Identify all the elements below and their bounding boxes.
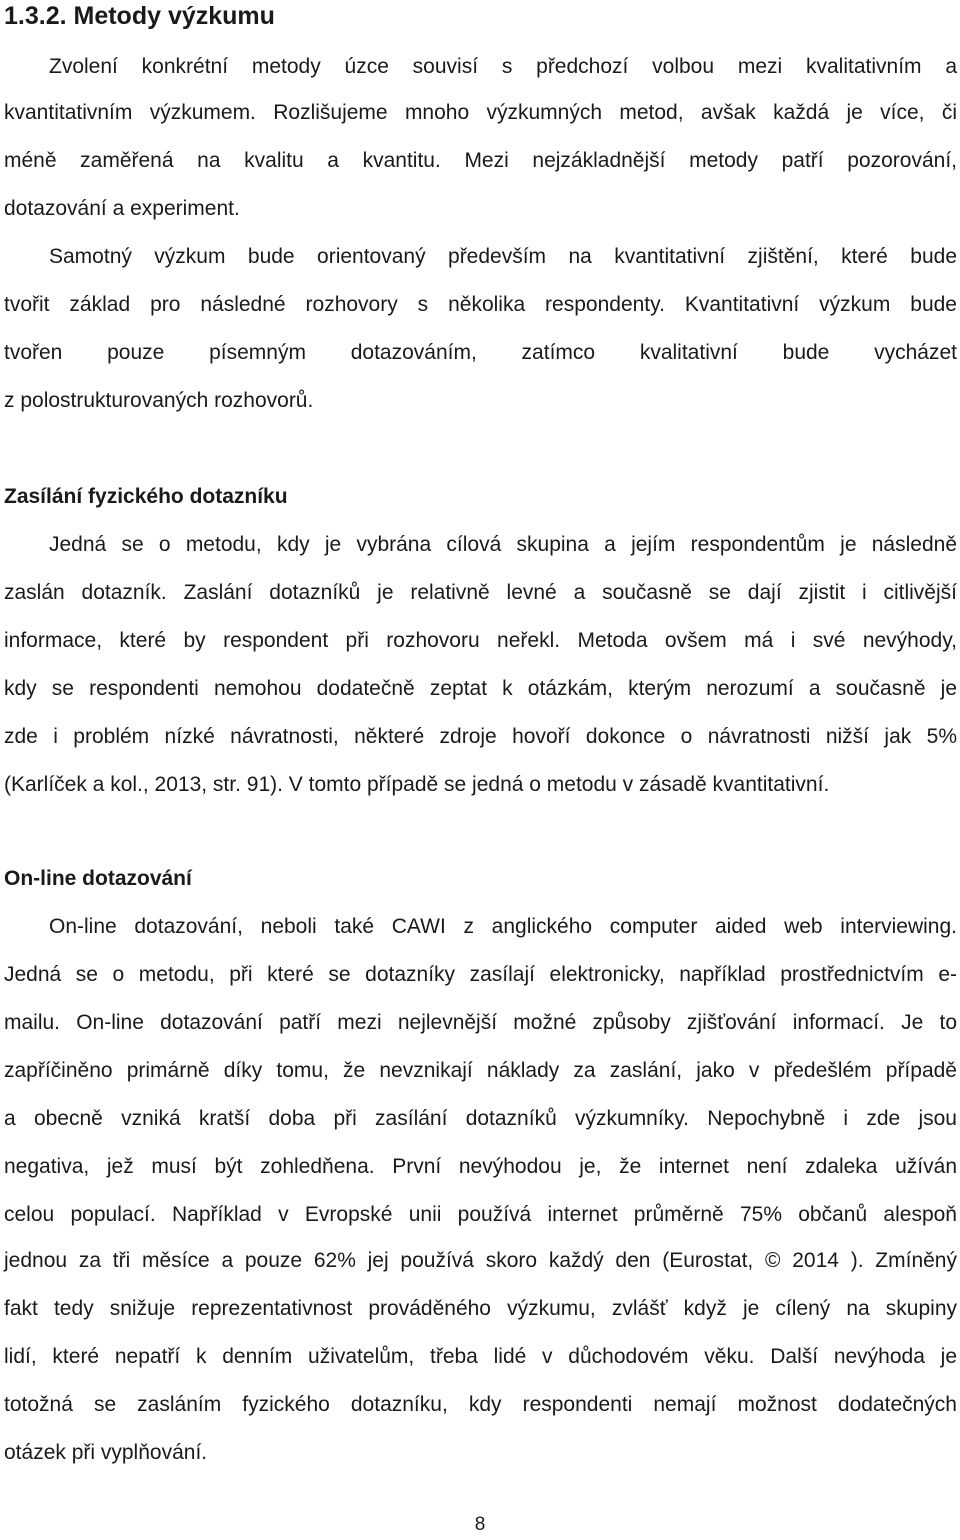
- paragraph-line: z polostrukturovaných rozhovorů.: [4, 389, 314, 412]
- paragraph-line: kvantitativním výzkumem. Rozlišujeme mnoho výzkumných metod, avšak každá je více, či: [4, 101, 957, 124]
- paragraph-line: a obecně vzniká kratší doba při zasílání dotazníků výzkumníky. Nepochybně i zde jsou: [4, 1107, 957, 1130]
- paragraph-line: tvořen pouze písemným dotazováním, zatímco kvalitativní bude vycházet: [4, 341, 957, 364]
- paragraph-line: zde i problém nízké návratnosti, některé zdroje hovoří dokonce o návratnosti nižší jak 5%: [4, 725, 957, 748]
- paragraph-line: On-line dotazování, neboli také CAWI z anglického computer aided web interviewing.: [49, 915, 957, 938]
- paragraph-line: jednou za tři měsíce a pouze 62% jej používá skoro každý den (Eurostat, © 2014 ). Zmíněný: [4, 1249, 957, 1272]
- subsection-heading-online: On-line dotazování: [4, 867, 192, 890]
- paragraph-line: zaslán dotazník. Zaslání dotazníků je relativně levné a současně se dají zjistit i citlivější: [4, 581, 957, 604]
- paragraph-line: tvořit základ pro následné rozhovory s několika respondenty. Kvantitativní výzkum bude: [4, 293, 957, 316]
- paragraph-line: zapříčiněno primárně díky tomu, že nevznikají náklady za zaslání, jako v předešlém případě: [4, 1059, 957, 1082]
- paragraph-line: otázek při vyplňování.: [4, 1441, 208, 1464]
- page-number: 8: [474, 1514, 486, 1535]
- paragraph-line: celou populací. Například v Evropské unii používá internet průměrně 75% občanů alespoň: [4, 1203, 957, 1226]
- paragraph-line: fakt tedy snižuje reprezentativnost prováděného výzkumu, zvlášť když je cílený na skupiny: [4, 1297, 957, 1320]
- paragraph-line: informace, které by respondent při rozhovoru neřekl. Metoda ovšem má i své nevýhody,: [4, 629, 957, 652]
- paragraph-line: totožná se zasláním fyzického dotazníku, kdy respondenti nemají možnost dodatečných: [4, 1393, 957, 1416]
- paragraph-line: negativa, jež musí být zohledňena. První nevýhodou je, že internet není zdaleka užíván: [4, 1155, 957, 1178]
- paragraph-line: (Karlíček a kol., 2013, str. 91). V tomto případě se jedná o metodu v zásadě kvantitativní.: [4, 773, 830, 796]
- paragraph-line: Jedná se o metodu, při které se dotazníky zasílají elektronicky, například prostřednictvím e-: [4, 963, 957, 986]
- paragraph-line: Jedná se o metodu, kdy je vybrána cílová skupina a jejím respondentům je následně: [49, 533, 957, 556]
- paragraph-line: lidí, které nepatří k denním uživatelům, třeba lidé v důchodovém věku. Další nevýhoda je: [4, 1345, 957, 1368]
- paragraph-line: kdy se respondenti nemohou dodatečně zeptat k otázkám, kterým nerozumí a současně je: [4, 677, 957, 700]
- paragraph-line: mailu. On-line dotazování patří mezi nejlevnější možné způsoby zjišťování informací. Je to: [4, 1011, 957, 1034]
- section-heading: 1.3.2. Metody výzkumu: [4, 2, 275, 30]
- paragraph-line: Samotný výzkum bude orientovaný především na kvantitativní zjištění, které bude: [49, 245, 957, 268]
- subsection-heading-mail: Zasílání fyzického dotazníku: [4, 485, 288, 508]
- paragraph-line: méně zaměřená na kvalitu a kvantitu. Mezi nejzákladnější metody patří pozorování,: [4, 149, 957, 172]
- paragraph-line: dotazování a experiment.: [4, 197, 240, 220]
- paragraph-line: Zvolení konkrétní metody úzce souvisí s předchozí volbou mezi kvalitativním a: [49, 55, 957, 78]
